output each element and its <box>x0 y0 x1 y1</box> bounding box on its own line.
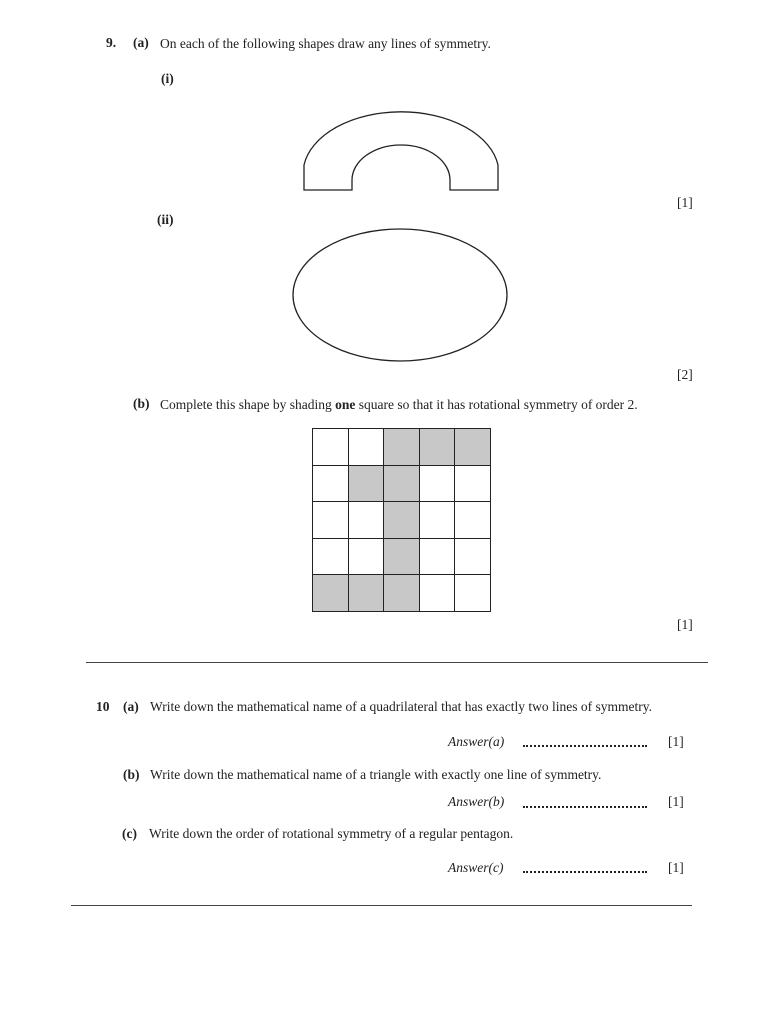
grid-cell[interactable] <box>348 465 385 503</box>
q9-part-b-text-bold: one <box>335 397 356 412</box>
answer-c-label: Answer(c) <box>448 860 504 875</box>
q9-part-a-text: On each of the following shapes draw any lines of symmetry. <box>160 36 491 51</box>
grid-cell[interactable] <box>454 428 491 466</box>
grid-cell[interactable] <box>348 428 385 466</box>
answer-b-line[interactable] <box>523 806 647 808</box>
grid-cell[interactable] <box>454 465 491 503</box>
grid-cell[interactable] <box>419 538 456 576</box>
q9-part-b-text-pre: Complete this shape by shading <box>160 397 336 412</box>
q9-part-b-label: (b) <box>133 396 150 411</box>
section-divider <box>86 662 708 663</box>
q10-b-marks: [1] <box>668 794 684 809</box>
q10-c-marks: [1] <box>668 860 684 875</box>
grid-cell[interactable] <box>383 574 420 612</box>
grid-cell[interactable] <box>312 428 349 466</box>
square-grid[interactable] <box>312 428 490 611</box>
grid-cell[interactable] <box>419 428 456 466</box>
grid-cell[interactable] <box>419 465 456 503</box>
grid-cell[interactable] <box>454 501 491 539</box>
grid-cell[interactable] <box>348 574 385 612</box>
q10-part-b-label: (b) <box>123 767 140 782</box>
grid-cell[interactable] <box>383 465 420 503</box>
grid-cell[interactable] <box>312 501 349 539</box>
ellipse-outline[interactable] <box>293 229 507 361</box>
q9-part-b-text-post: square so that it has rotational symmetry of order 2. <box>355 397 638 412</box>
answer-a-line[interactable] <box>523 745 647 747</box>
q9-part-a-label: (a) <box>133 35 149 50</box>
grid-cell[interactable] <box>383 428 420 466</box>
q10-part-c-label: (c) <box>122 826 137 841</box>
grid-cell[interactable] <box>419 501 456 539</box>
grid-cell[interactable] <box>454 538 491 576</box>
grid-cell[interactable] <box>348 501 385 539</box>
q10-part-a-label: (a) <box>123 699 139 714</box>
answer-a-label: Answer(a) <box>448 734 505 749</box>
grid-cell[interactable] <box>454 574 491 612</box>
q10-part-b-text: Write down the mathematical name of a triangle with exactly one line of symmetry. <box>150 767 602 782</box>
grid-cell[interactable] <box>348 538 385 576</box>
answer-c-line[interactable] <box>523 871 647 873</box>
question-9-number: 9. <box>106 35 117 50</box>
q10-part-c-text: Write down the order of rotational symmetry of a regular pentagon. <box>149 826 514 841</box>
q9-sub-i-label: (i) <box>161 71 174 86</box>
question-10-number: 10 <box>96 699 110 714</box>
grid-cell[interactable] <box>383 538 420 576</box>
q10-part-a-text: Write down the mathematical name of a quadrilateral that has exactly two lines of symmetry. <box>150 699 653 714</box>
q9-part-b-text <box>160 397 638 413</box>
q9-b-marks: [1] <box>677 617 693 632</box>
answer-b-label: Answer(b) <box>448 794 505 809</box>
grid-cell[interactable] <box>312 538 349 576</box>
q9-ii-marks: [2] <box>677 367 693 382</box>
grid-cell[interactable] <box>312 465 349 503</box>
q9-i-marks: [1] <box>677 195 693 210</box>
grid-cell[interactable] <box>419 574 456 612</box>
q10-a-marks: [1] <box>668 734 684 749</box>
q9-sub-ii-label: (ii) <box>157 212 174 227</box>
grid-cell[interactable] <box>383 501 420 539</box>
semicircular-arch-outline[interactable] <box>304 112 498 190</box>
bottom-divider <box>71 905 692 906</box>
grid-cell[interactable] <box>312 574 349 612</box>
